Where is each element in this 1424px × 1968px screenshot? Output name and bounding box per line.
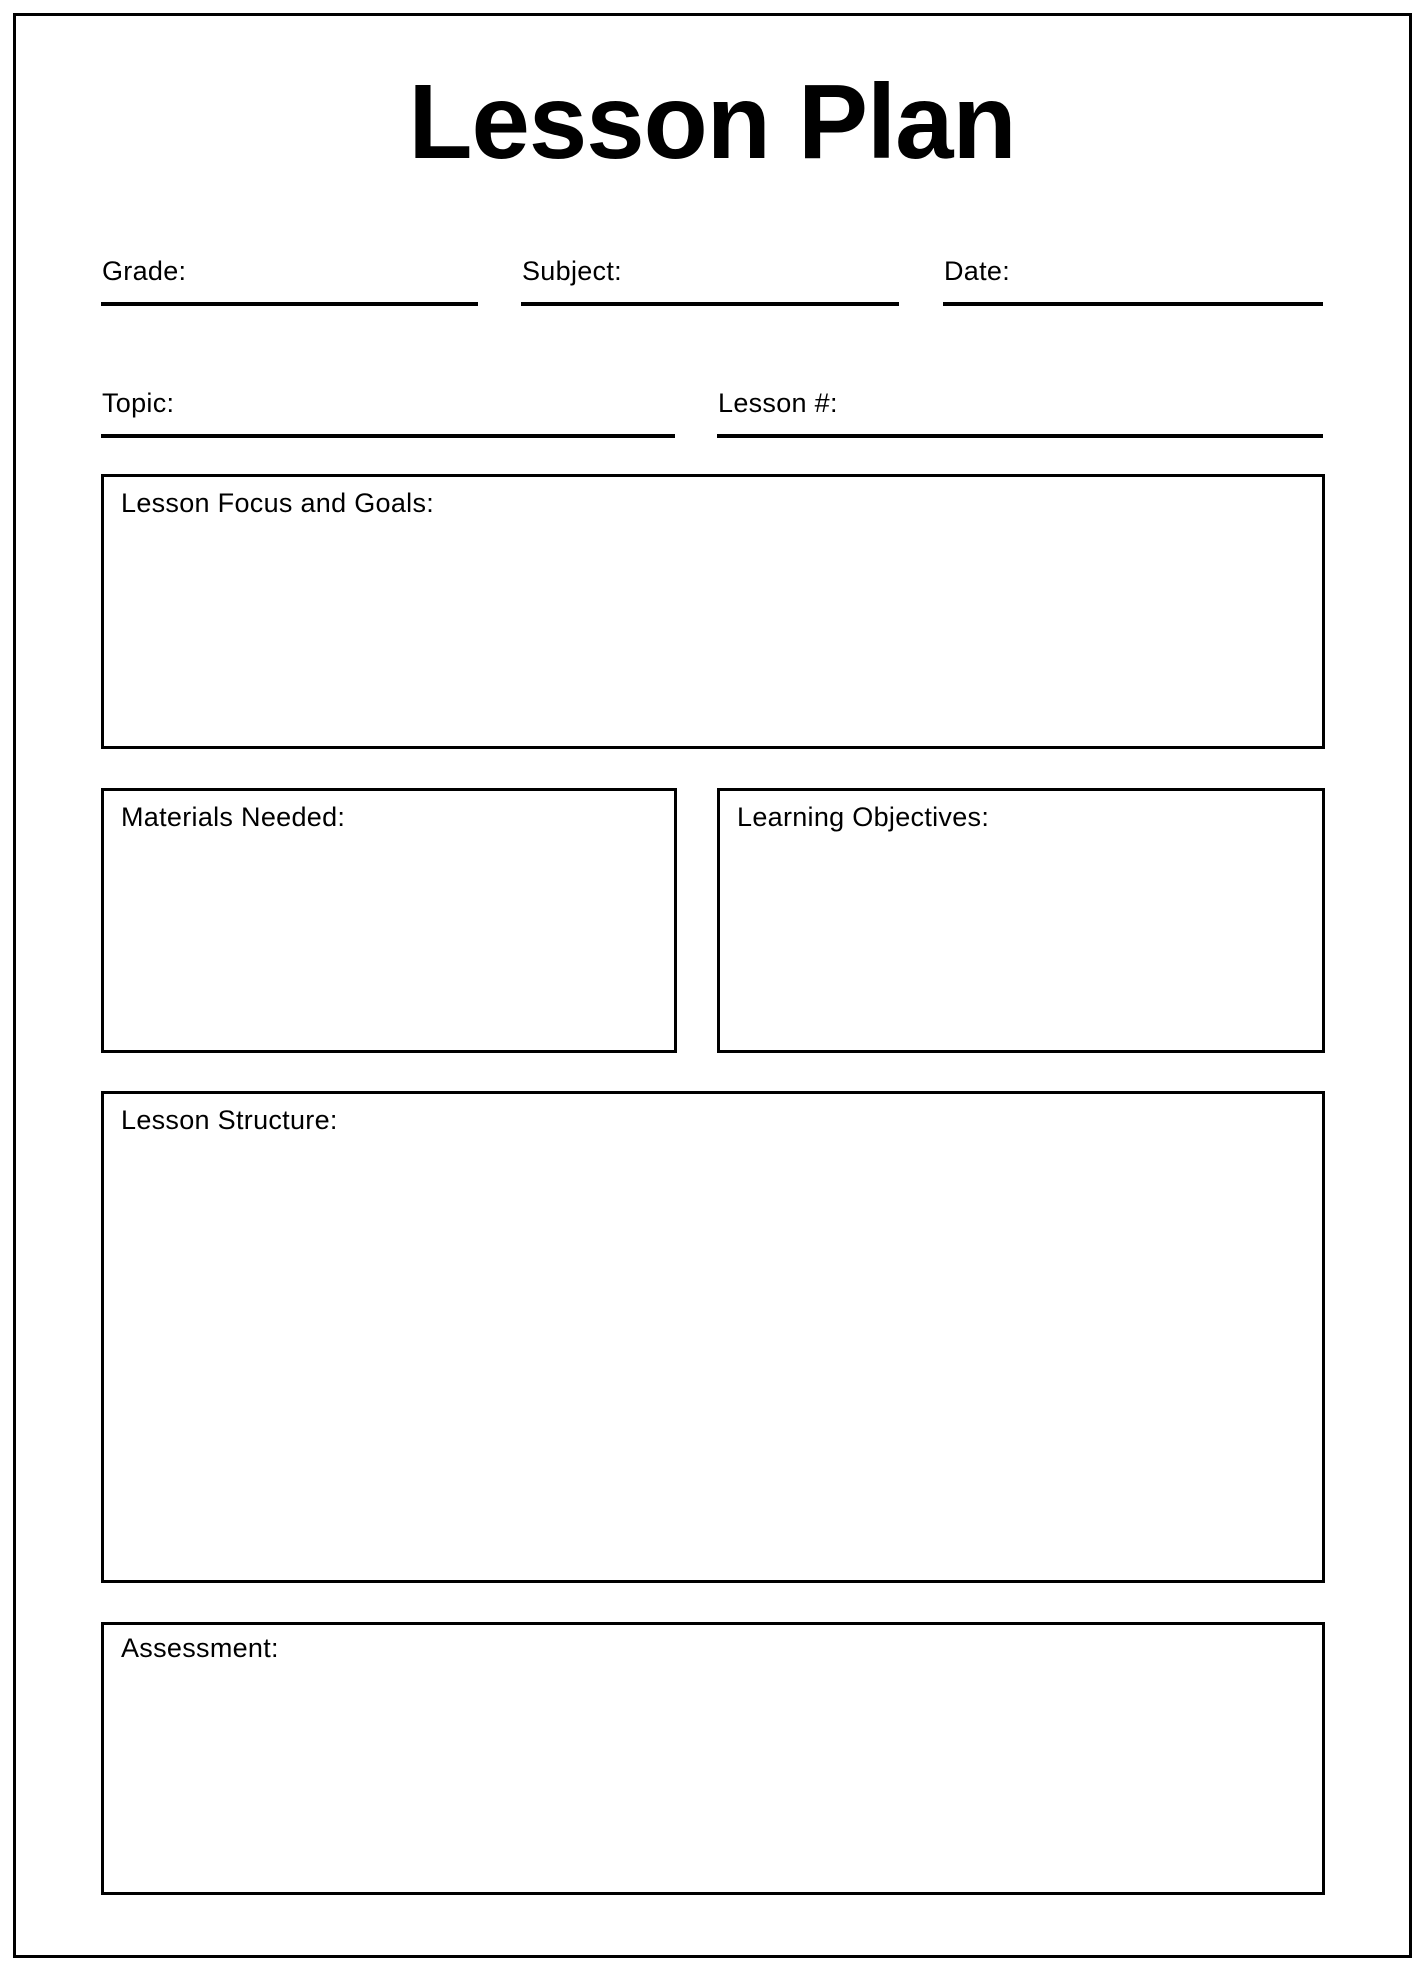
page-title: Lesson Plan (408, 63, 1016, 181)
topic-label: Topic: (102, 388, 175, 418)
subject-field[interactable] (521, 258, 899, 306)
grade-label: Grade: (102, 256, 187, 286)
date-field[interactable] (943, 258, 1323, 306)
learning-objectives-label: Learning Objectives: (737, 802, 990, 832)
lesson-structure-label: Lesson Structure: (121, 1105, 338, 1135)
materials-label: Materials Needed: (121, 802, 346, 832)
materials-box[interactable] (101, 788, 677, 1053)
lesson-number-field[interactable] (717, 390, 1323, 438)
subject-label: Subject: (522, 256, 622, 286)
learning-objectives-box[interactable] (717, 788, 1325, 1053)
grade-input-line[interactable] (101, 302, 478, 306)
assessment-box[interactable] (101, 1622, 1325, 1895)
lesson-structure-box[interactable] (101, 1091, 1325, 1583)
subject-input-line[interactable] (521, 302, 899, 306)
lesson-focus-label: Lesson Focus and Goals: (121, 488, 435, 518)
lesson-number-label: Lesson #: (718, 388, 838, 418)
assessment-label: Assessment: (121, 1633, 279, 1663)
grade-field[interactable] (101, 258, 478, 306)
lesson-number-input-line[interactable] (717, 434, 1323, 438)
topic-field[interactable] (101, 390, 675, 438)
date-label: Date: (944, 256, 1011, 286)
date-input-line[interactable] (943, 302, 1323, 306)
lesson-focus-box[interactable] (101, 474, 1325, 749)
topic-input-line[interactable] (101, 434, 675, 438)
